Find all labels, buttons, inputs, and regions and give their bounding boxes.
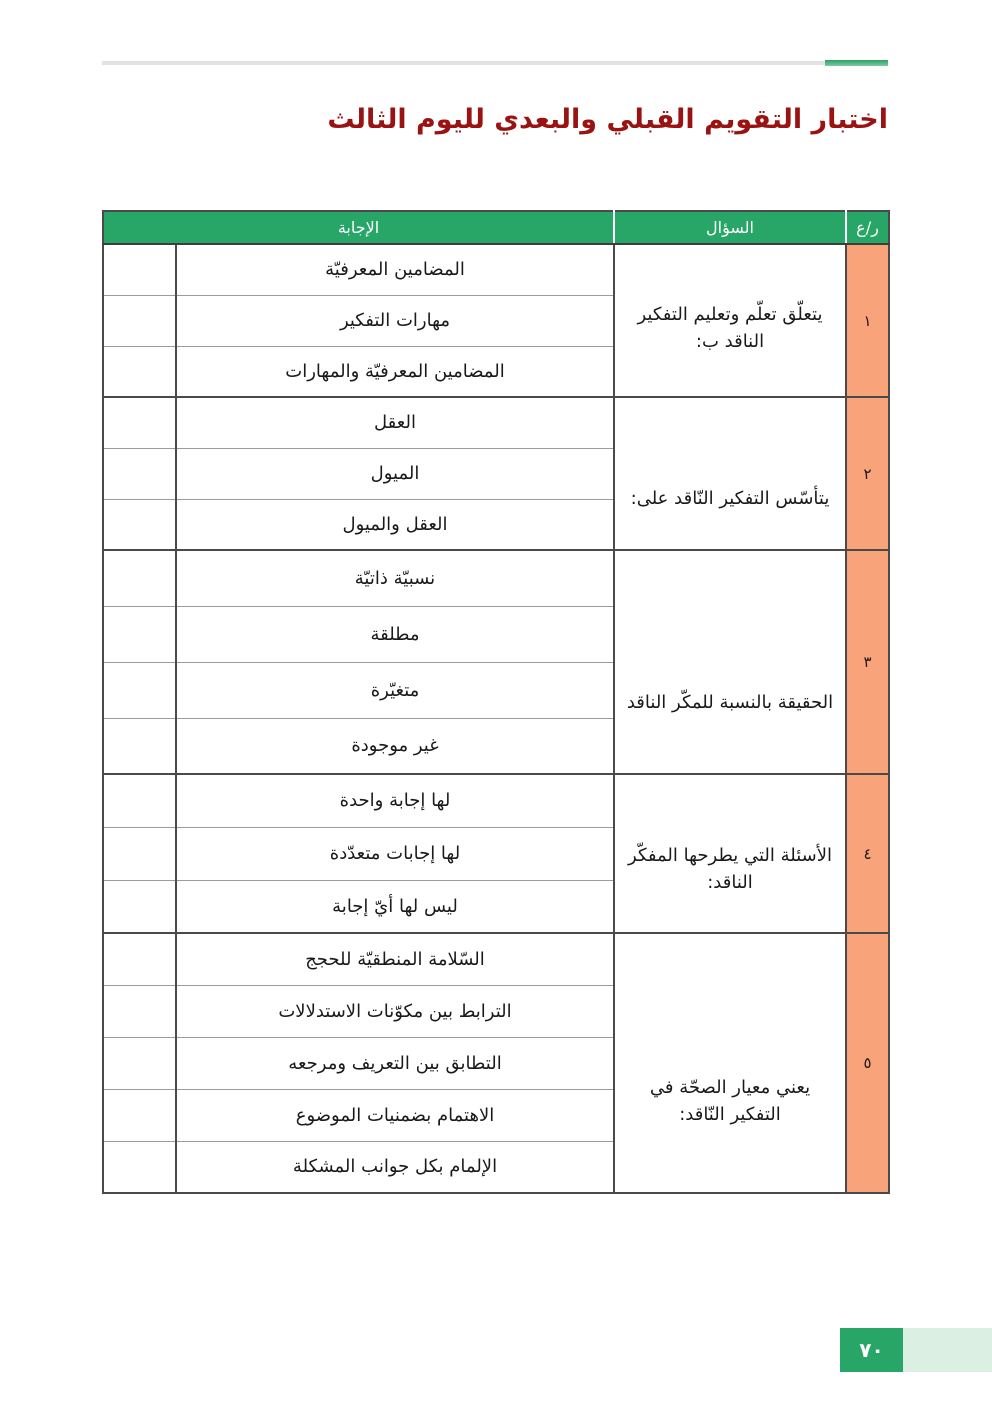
answer-checkbox-cell (103, 718, 176, 774)
answer-option: الميول (176, 448, 614, 499)
answer-checkbox-cell (103, 933, 176, 985)
answer-checkbox-cell (103, 1089, 176, 1141)
top-divider-line (102, 61, 888, 65)
answer-option: متغيّرة (176, 662, 614, 718)
answer-checkbox-cell (103, 397, 176, 448)
answer-checkbox-cell (103, 606, 176, 662)
header-answer: الإجابة (103, 211, 614, 244)
answer-option: ليس لها أيّ إجابة (176, 880, 614, 933)
question-block-4 (103, 774, 889, 933)
answer-row (103, 397, 889, 448)
answer-checkbox-cell (103, 880, 176, 933)
question-number: ١ (846, 244, 889, 397)
answer-option: التطابق بين التعريف ومرجعه (176, 1037, 614, 1089)
answer-checkbox-cell (103, 295, 176, 346)
answer-option: غير موجودة (176, 718, 614, 774)
question-text: يعني معيار الصحّة في التفكير النّاقد: (614, 933, 846, 1193)
answer-checkbox-cell (103, 662, 176, 718)
answer-option: الاهتمام بضمنيات الموضوع (176, 1089, 614, 1141)
answer-checkbox-cell (103, 985, 176, 1037)
answer-row (103, 550, 889, 606)
answer-checkbox-cell (103, 1141, 176, 1193)
answer-option: العقل (176, 397, 614, 448)
answer-checkbox-cell (103, 448, 176, 499)
header-number: ر/ع (846, 211, 889, 244)
assessment-table (102, 210, 890, 1194)
table-header-row (103, 211, 889, 244)
answer-checkbox-cell (103, 244, 176, 295)
divider-green-accent (825, 60, 888, 66)
question-text: يتعلّق تعلّم وتعليم التفكير الناقد ب: (614, 244, 846, 397)
answer-option: لها إجابات متعدّدة (176, 827, 614, 880)
answer-row (103, 244, 889, 295)
page-badge-strip (903, 1328, 992, 1372)
answer-checkbox-cell (103, 1037, 176, 1089)
question-text: يتأسّس التفكير النّاقد على: (614, 397, 846, 550)
answer-option: مهارات التفكير (176, 295, 614, 346)
question-block-3 (103, 550, 889, 774)
answer-option: نسبيّة ذاتيّة (176, 550, 614, 606)
header-question: السؤال (614, 211, 846, 244)
answer-option: لها إجابة واحدة (176, 774, 614, 827)
answer-checkbox-cell (103, 550, 176, 606)
question-block-1 (103, 244, 889, 397)
page-title: اختبار التقويم القبلي والبعدي لليوم الثالث (327, 104, 888, 135)
answer-option: المضامين المعرفيّة (176, 244, 614, 295)
answer-row (103, 774, 889, 827)
answer-option: المضامين المعرفيّة والمهارات (176, 346, 614, 397)
answer-row (103, 933, 889, 985)
question-block-5 (103, 933, 889, 1193)
question-number: ٢ (846, 397, 889, 550)
answer-checkbox-cell (103, 774, 176, 827)
question-number: ٥ (846, 933, 889, 1193)
page-number-badge (840, 1328, 992, 1372)
page-number: ٧٠ (840, 1328, 903, 1372)
answer-checkbox-cell (103, 499, 176, 550)
answer-option: الترابط بين مكوّنات الاستدلالات (176, 985, 614, 1037)
answer-option: السّلامة المنطقيّة للحجج (176, 933, 614, 985)
answer-option: الإلمام بكل جوانب المشكلة (176, 1141, 614, 1193)
question-text: الحقيقة بالنسبة للمكّر الناقد (614, 550, 846, 774)
answer-checkbox-cell (103, 827, 176, 880)
question-number: ٣ (846, 550, 889, 774)
answer-option: العقل والميول (176, 499, 614, 550)
answer-checkbox-cell (103, 346, 176, 397)
answer-option: مطلقة (176, 606, 614, 662)
question-block-2 (103, 397, 889, 550)
question-number: ٤ (846, 774, 889, 933)
question-text: الأسئلة التي يطرحها المفكّر الناقد: (614, 774, 846, 933)
